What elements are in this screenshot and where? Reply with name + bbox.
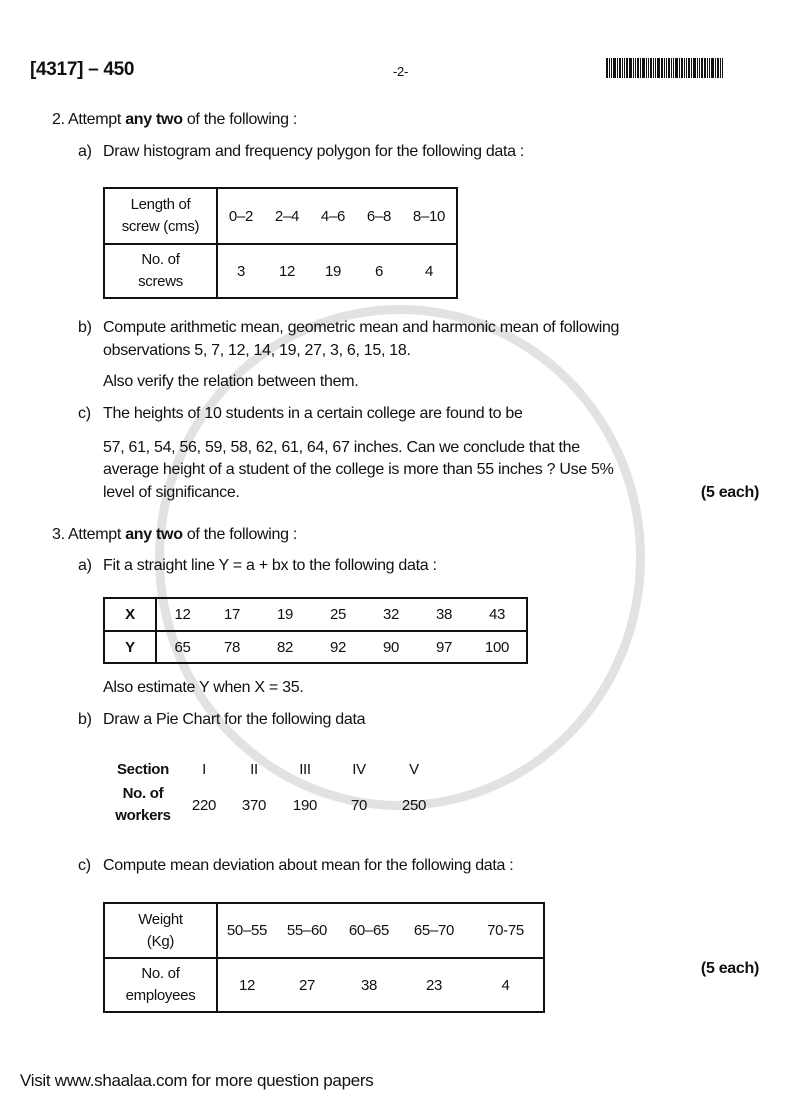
screw-header-count: No. of screws — [104, 244, 217, 298]
y-value: 92 — [329, 638, 347, 656]
cell: 65–70 — [400, 903, 468, 958]
x-value: 19 — [276, 606, 294, 623]
y-value: 78 — [223, 638, 241, 656]
q2b-label: b) — [78, 319, 92, 336]
cell: 12 — [217, 958, 276, 1012]
x-value: 25 — [329, 606, 347, 623]
q2b-line2: observations 5, 7, 12, 14, 19, 27, 3, 6, 15, 18. — [103, 342, 411, 359]
x-values — [156, 598, 527, 631]
cell: I — [202, 760, 206, 778]
cell: III — [299, 760, 311, 778]
x-value: 17 — [223, 606, 241, 623]
q3b-label: b) — [78, 711, 92, 728]
cell: 19 — [310, 244, 356, 298]
cell: 4–6 — [310, 188, 356, 244]
cell: 23 — [400, 958, 468, 1012]
cell: 2–4 — [264, 188, 310, 244]
page-number: -2- — [393, 64, 408, 79]
q2b-line3: Also verify the relation between them. — [103, 373, 359, 390]
screw-header-length: Length of screw (cms) — [104, 188, 217, 244]
cell: 50–55 — [217, 903, 276, 958]
q3b-text: Draw a Pie Chart for the following data — [103, 711, 366, 728]
q2c-line1: The heights of 10 students in a certain college are found to be — [103, 405, 523, 422]
cell: 4 — [402, 244, 457, 298]
weight-header: Weight (Kg) — [104, 903, 217, 958]
q3a-label: a) — [78, 557, 92, 574]
cell: 6 — [356, 244, 402, 298]
q3c-text: Compute mean deviation about mean for the following data : — [103, 857, 514, 874]
cell: 12 — [264, 244, 310, 298]
q2c-line4: level of significance. — [103, 484, 240, 501]
q2-heading: 2. Attempt any two of the following : — [52, 111, 298, 128]
barcode — [606, 58, 760, 78]
q3a-text: Fit a straight line Y = a + bx to the following data : — [103, 557, 437, 574]
q3a-after: Also estimate Y when X = 35. — [103, 679, 304, 696]
y-value: 82 — [276, 638, 294, 656]
cell: 8–10 — [402, 188, 457, 244]
cell: 6–8 — [356, 188, 402, 244]
x-header: X — [104, 598, 156, 631]
x-value: 32 — [382, 606, 400, 623]
q3-heading: 3. Attempt any two of the following : — [52, 526, 298, 543]
y-values — [156, 631, 527, 663]
q3-marks: (5 each) — [700, 960, 759, 977]
cell: 0–2 — [217, 188, 264, 244]
workers-header: No. of workers — [115, 785, 171, 824]
cell: 220 — [191, 796, 217, 814]
section-header: Section — [116, 760, 170, 778]
cell: II — [250, 760, 258, 778]
workers-table — [108, 755, 442, 827]
q2c-label: c) — [78, 405, 91, 422]
cell: 190 — [292, 796, 318, 814]
x-value: 43 — [488, 606, 506, 623]
cell: 27 — [276, 958, 338, 1012]
cell: 60–65 — [338, 903, 400, 958]
cell: 4 — [468, 958, 544, 1012]
xy-table — [103, 597, 528, 664]
cell: IV — [352, 760, 366, 778]
cell: 70 — [350, 796, 368, 814]
cell: 250 — [401, 796, 427, 814]
cell: V — [409, 760, 419, 778]
cell: 70-75 — [468, 903, 544, 958]
cell: 370 — [241, 796, 267, 814]
cell: 3 — [217, 244, 264, 298]
q2c-line3: average height of a student of the college is more than 55 inches ? Use 5% — [103, 461, 614, 478]
cell: 38 — [338, 958, 400, 1012]
cell: 55–60 — [276, 903, 338, 958]
x-value: 38 — [435, 606, 453, 623]
q3c-label: c) — [78, 857, 91, 874]
x-value: 12 — [174, 606, 191, 623]
weight-table — [103, 902, 545, 1013]
q2-marks: (5 each) — [700, 484, 759, 501]
y-value: 65 — [174, 638, 191, 656]
q2c-line2: 57, 61, 54, 56, 59, 58, 62, 61, 64, 67 inches. Can we conclude that the — [103, 439, 580, 456]
q2a-text: Draw histogram and frequency polygon for the following data : — [103, 143, 525, 160]
q2b-line1: Compute arithmetic mean, geometric mean and harmonic mean of following — [103, 319, 620, 336]
employees-header: No. of employees — [104, 958, 217, 1012]
y-value: 90 — [382, 638, 400, 656]
y-value: 97 — [435, 638, 453, 656]
q2a-label: a) — [78, 143, 92, 160]
paper-code: [4317] – 450 — [30, 59, 135, 80]
screw-table — [103, 187, 458, 299]
y-header: Y — [104, 631, 156, 663]
y-value: 100 — [484, 638, 510, 656]
footer-text: Visit www.shaalaa.com for more question papers — [20, 1071, 374, 1090]
